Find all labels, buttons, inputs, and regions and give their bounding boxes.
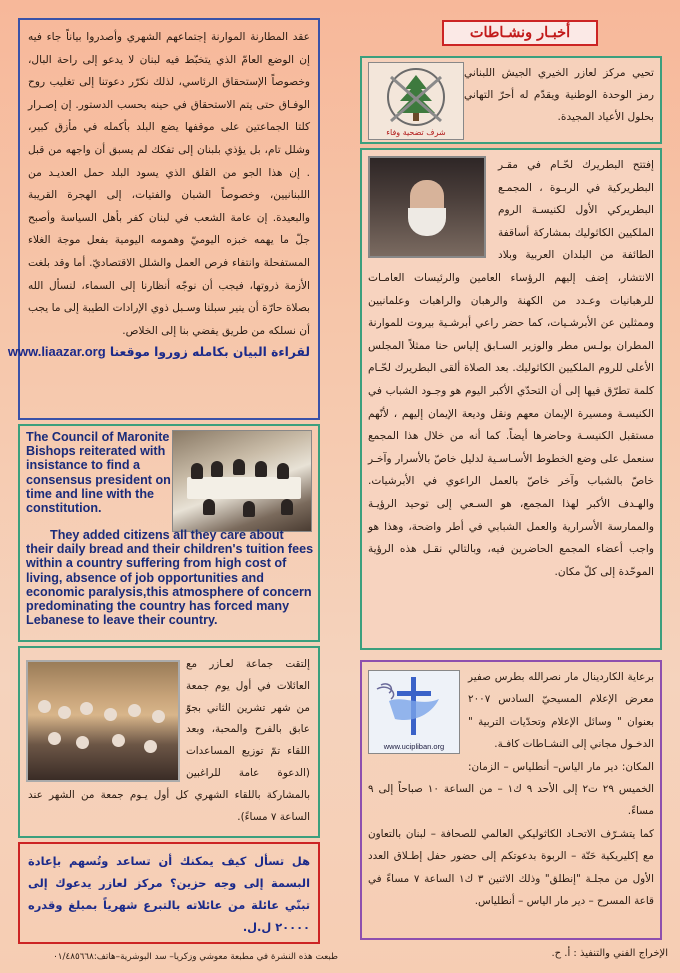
- printer-footer: طبعت هذه النشرة في مطبعة معوشي وزكريا– سد البوشرية–هاتف:٠١/٤٨٥٦٦٨: [53, 952, 338, 962]
- maronite-bishops-statement-box: [7, 18, 320, 420]
- families-gathering-box: [18, 646, 320, 838]
- army-greeting-box: [360, 56, 662, 144]
- media-exhibition-place-time: المكان: دير مار الياس– أنطلياس – الزمان: الخميس ٢٩ ت٢ إلى الأحد ٩ ك١ – من الساعة ١٠ صباحاً إلى ٩ مساءً.: [368, 760, 655, 818]
- cedar-emblem-icon: [368, 62, 464, 140]
- ucip-logo-url: www.ucipliban.org: [383, 742, 445, 751]
- families-gathering-photo: [26, 660, 180, 782]
- maronite-bishops-statement-text: عقد المطارنة الموارنة إجتماعهم الشهري وأصدروا بياناً جاء فيه إن الوضع العامّ الذي يتخبّط فيه لبنان لا يدعو إلى راحة البال، وخصوصاً الإستحقاق الرئاسي، لذلك نكرّر دعوتنا إلى تغليب روح الوفـاق حتى يتم الاستحقاق في حينه بحسب الدستور. إن إصـرار كلتا الجماعتين على موقفها يضع البلد بأكمله في مأزق كبير، وشلل تام، بل يؤذي بلبنان إلى تفكك لم يسبق أن واجهه من قبل . إن هذا الجو من القلق الذي يسود البلد حمل العديـد من اللبنانيين، وخصوصاً الشبان والفتيات، إلى الهجرة القريبة والبعيدة. إن عامة الشعب في لبنان كفر بأهل السياسة وأصبح جلّ ما يهمه خبزه اليوميّ وهمومه اليومية بفعل موجة الغلاء المستفحلة وانتفاء فرص العمل والشلل الاقتصاديّ. أما وقد بلغت الأزمة ذروتها، فيجب أن نوجّه أنظارنا إلى السماء، لنسأل الله بصلاة حارّة أن ينير سبلنا وسـبل ذوي الإرادات الطيبة إلى ما يجب أن نسلكه من طريق يفضي بنا إلى الخلاص.: [28, 31, 310, 337]
- website-link[interactable]: www.liaazar.org: [7, 344, 106, 360]
- english-summary-box: [18, 424, 320, 642]
- english-paragraph-1: The Council of Maronite Bishops reiterated with insistance to find a consensus president on time and line with the constitution.: [26, 430, 171, 516]
- section-heading-text: أخبـار ونشـاطات: [469, 24, 571, 41]
- patriarch-synod-box: [360, 148, 662, 650]
- media-exhibition-text: برعاية الكاردينال مار نصرالله بطرس صفير معرض الإعلام المسيحيّ السادس ٢٠٠٧ بعنوان " وسائل الإعلام وتحدّيات التربية " الدخـول مجاني إلى النشـاطات كافـة.: [468, 671, 654, 751]
- english-paragraph-2: They added citizens all they care about their daily bread and their children's tuition fees within a country suffering from high cost of living, absence of job opportunities and economic paralysis,this atmosphere of concern predominating the country has forced many Lebanese to leave their country.: [26, 528, 314, 628]
- donation-appeal-text: هل تسأل كيف يمكنك أن تساعد وتُسهم بإعادة البسمة إلى وجه حزين؟ مركز لعازر يدعوك إلى تبنّي عائلة من عائلاته بالتبرع شهرياً بمبلغ وقدره ٢٠٠٠٠ ل.ل.: [28, 854, 310, 934]
- patriarch-photo: [368, 156, 486, 258]
- bishops-meeting-photo: [172, 430, 312, 532]
- army-logo-caption: شرف تضحية وفاء: [386, 128, 446, 137]
- media-exhibition-box: [360, 660, 662, 940]
- read-more-line: [7, 344, 310, 360]
- read-more-label: لقراءة البيان بكامله زوروا موقعنا: [109, 345, 310, 360]
- credits-footer: الإخراج الفني والتنفيذ : أ. ح.: [551, 948, 668, 959]
- ucip-cross-dove-icon: [368, 670, 460, 754]
- families-gathering-text: إلتقت جماعة لعـازر مع العائلات في أول يوم جمعة من شهر تشرين الثاني بجوّ عابق بالفرح والمحبة، وبعد اللقاء تمّ توزيع المساعدات (الدعوة عامة للراغبين بالمشاركة باللقاء الشهري كل أول يـوم جمعة من الشهر عند الساعة ٧ مساءً).: [28, 658, 310, 823]
- donation-appeal-box: [18, 842, 320, 944]
- section-heading: [442, 20, 598, 46]
- magazine-launch-text: كما يتشـرّف الاتحـاد الكاثوليكي العالمي للصحافة – لبنان بالتعاون مع إكليريكية حَنّة – الربوة بدعوتكم إلى حضور حفل إطـلاق العدد الأول من مجلـة "إنطلق" وذلك الاثنين ٣ ك١ الساعة ٧ مساءً في قاعة المسرح – دير مار الياس – أنطلياس.: [368, 827, 654, 908]
- patriarch-synod-text: إفتتح البطريرك لحّـام في مقـر البطريركية في الربـوة ، المجمـع البطريركي الأول لكنيسـة الروم الملكيين الكاثوليك بمشاركة أساقفة الطائفة من البلدان العربية وبلاد الانتشار، إضف إليهم الرؤساء العامين والرئيسات العامـات للرهبانيات وعـدد من الكهنة والرهبان والراهبات وعلمانيين وممثلين عن الأبرشـيات، كما حضر راعي أبرشـية بيروت للموارنة المطران بولـس مطر والوزير السـابق إلياس حنا ممثلاً المجلس الأعلى للروم الملكيين الكاثوليك. بعد الصلاة ألقى البطريرك لحّـام كلمة تطرّق فيها إلى أن التحدّي الأكبر اليوم هو وجـود الشباب في الكنيسـة ومسيرة الإيمان معهم ونقل وديعة الإيمان إليهم ، لأنّهم مستقبل الكنيسـة وحاضرها أيضاً. كما أنه من خلال هذا المجمع سنعمل على وضع الخطوط الأسـاسـية لدليل خاصّ بالأسرار وآخـر خاصّ بالشباب وآخر خاصّ بالعمل الراعوي في الأبرشيات. والهـدف الأكبر لهذا المجمع، هو السـعي إلى توحيد الرؤيـة والممارسة الأسرارية والعمل الشبابي في أطر واضحة، وهذا هو واجب أعضاء المجمع الحاضرين فيه، وبالتالي نقـل هذه الرؤية الموحّدة إلى كلّ مكان.: [368, 159, 654, 578]
- army-greeting-text: تحيي مركز لعازر الخيري الجيش اللبناني رمز الوحدة الوطنية ويقدّم له أحرّ التهاني بحلول الأعياد المجيدة.: [464, 67, 654, 123]
